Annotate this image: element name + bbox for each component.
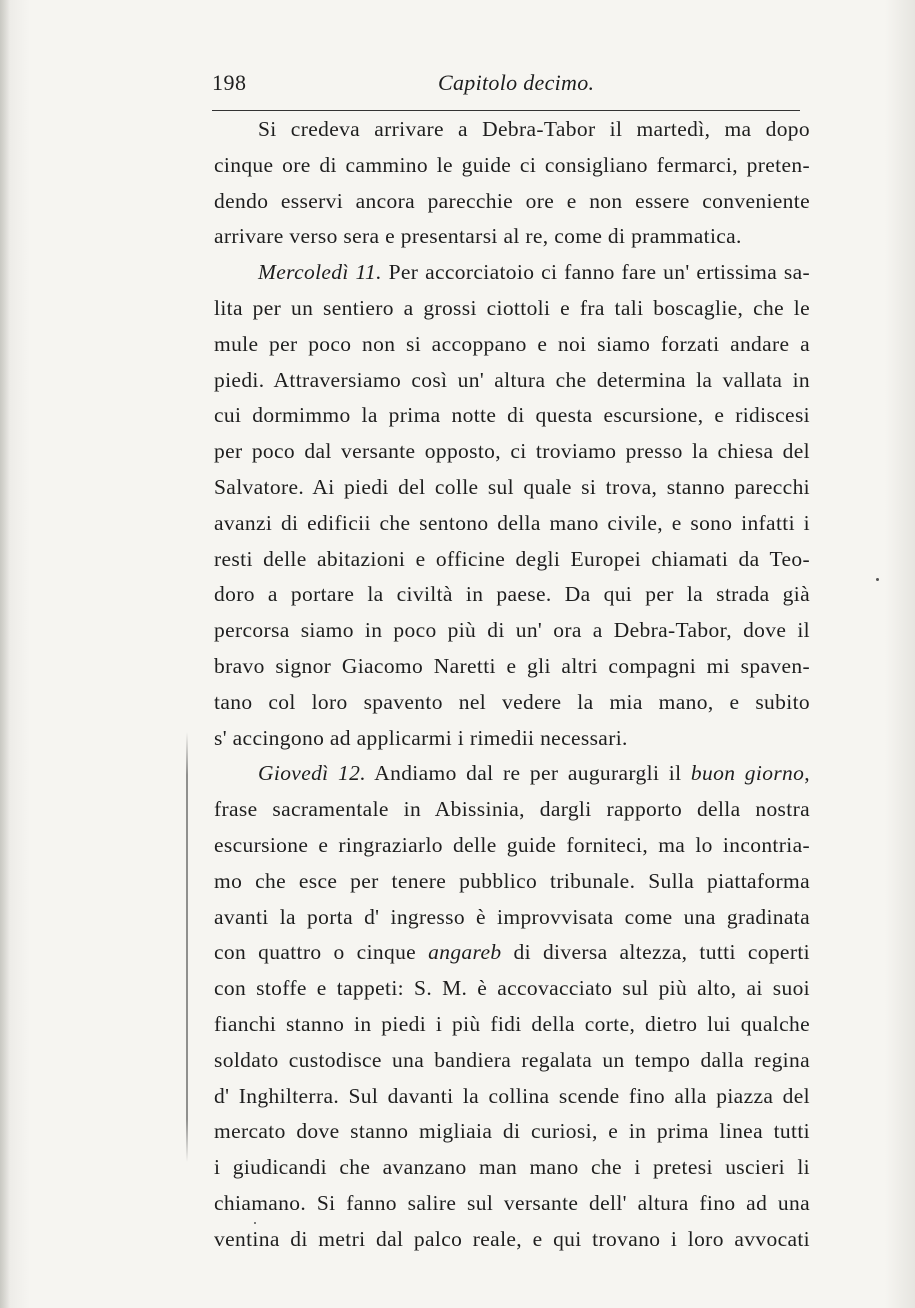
text-line [214,1114,810,1150]
text-segment: Si credeva arrivare a Debra-Tabor il martedì, ma dopo [258,117,810,141]
text-segment: avanzi di edificii che sentono della mano civile, e sono infatti i [214,510,810,535]
text-segment: s' accingono ad applicarmi i rimedii necessari. [214,725,628,750]
text-segment: mule per poco non si accoppano e noi siamo forzati andare a [214,331,810,356]
page-edge-shadow [0,0,10,1308]
text-line [214,148,810,184]
text-segment: avanti la porta d' ingresso è improvvisata come una gradinata [214,904,810,929]
text-segment: Andiamo dal re per augurargli il [365,761,691,786]
text-line [214,577,810,613]
text-line [214,506,810,542]
text-segment: doro a portare la civiltà in paese. Da qui per la strada già [214,582,810,607]
text-line [214,184,810,220]
print-speck [876,578,879,581]
text-line [214,363,810,399]
italic-text: Giovedì 12. [258,761,366,786]
text-line [214,721,810,757]
text-segment: dendo esservi ancora parecchie ore e non essere conveniente [214,188,810,213]
text-segment: arrivare verso sera e presentarsi al re, come di prammatica. [214,224,742,249]
text-segment: mo che esce per tenere pubblico tribunale. Sulla piattaforma [214,868,810,893]
text-line [214,971,810,1007]
text-line [214,219,810,255]
text-segment: piedi. Attraversiamo così un' altura che determina la vallata in [214,367,810,392]
text-line [214,398,810,434]
text-line [214,1043,810,1079]
text-line [214,1150,810,1186]
text-line [214,470,810,506]
text-line [214,613,810,649]
text-segment: chiamano. Si fanno salire sul versante dell' altura fino ad una [214,1190,810,1215]
text-segment: d' Inghilterra. Sul davanti la collina scende fino alla piazza del [214,1083,810,1108]
text-segment: frase sacramentale in Abissinia, dargli rapporto della nostra [214,797,810,822]
running-title: Capitolo decimo. [438,70,595,95]
text-segment: con quattro o cinque [214,940,429,965]
text-segment: soldato custodisce una bandiera regalata un tempo dalla regina [214,1047,810,1072]
text-segment: con stoffe e tappeti: S. M. è accovacciato sul più alto, ai suoi [214,976,810,1001]
text-segment: per poco dal versante opposto, ci troviamo presso la chiesa del [214,439,810,464]
text-segment: Per accorciatoio ci fanno fare un' ertissima sa- [381,260,810,285]
body-text [214,112,810,1258]
text-segment: tano col loro spavento nel vedere la mia mano, e subito [214,689,810,714]
italic-text: buon giorno [690,761,805,786]
text-line [214,792,810,828]
text-segment: percorsa siamo in poco più di un' ora a Debra-Tabor, dove il [214,618,810,643]
text-line [214,1007,810,1043]
italic-text: Mercoledì 11. [258,260,382,285]
text-segment: ventina di metri dal palco reale, e qui trovano i loro avvocati [214,1226,810,1251]
margin-pencil-mark [186,732,188,1162]
text-line [214,864,810,900]
text-segment: , [804,761,810,786]
text-line [214,542,810,578]
text-segment: mercato dove stanno migliaia di curiosi, e in prima linea tutti [214,1119,810,1144]
text-line [214,327,810,363]
text-segment: cinque ore di cammino le guide ci consigliano fermarci, preten- [214,152,810,177]
text-segment: fianchi stanno in piedi i più fidi della corte, dietro lui qualche [214,1011,810,1036]
page-number: 198 [212,70,247,95]
text-segment: Salvatore. Ai piedi del colle sul quale si trova, stanno parecchi [214,474,810,499]
text-segment: lita per un sentiero a grossi ciottoli e fra tali boscaglie, che le [214,295,810,320]
italic-text: angareb [428,940,502,965]
text-line [214,291,810,327]
text-segment: escursione e ringraziarlo delle guide forniteci, ma lo incontria- [214,832,810,857]
text-line [214,685,810,721]
text-line [214,935,810,971]
text-segment: i giudicandi che avanzano man mano che i pretesi uscieri li [214,1155,810,1180]
text-line [214,756,810,792]
text-line [214,649,810,685]
text-line [214,255,810,291]
text-line [214,112,810,148]
text-line [214,1222,810,1258]
text-line [214,1186,810,1222]
text-line [214,434,810,470]
text-segment: bravo signor Giacomo Naretti e gli altri compagni mi spaven- [214,653,810,678]
text-line [214,1079,810,1115]
text-segment: cui dormimmo la prima notte di questa escursione, e ridiscesi [214,403,810,428]
text-segment: di diversa altezza, tutti coperti [501,940,810,965]
text-line [214,828,810,864]
text-segment: resti delle abitazioni e officine degli Europei chiamati da Teo- [214,546,810,571]
page-header [212,62,800,111]
text-line [214,900,810,936]
